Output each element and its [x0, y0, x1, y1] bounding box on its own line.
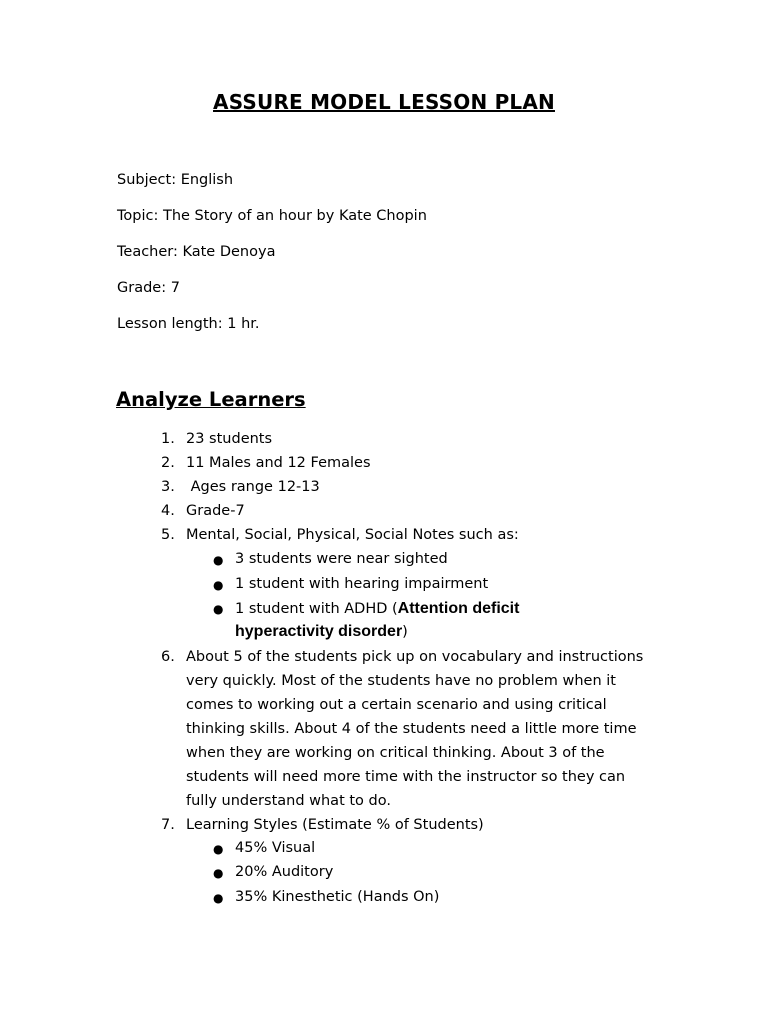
paragraph-line: thinking skills. About 4 of the students need a little more time [186, 721, 637, 737]
bullet-icon: ● [213, 602, 224, 616]
paragraph-line: About 5 of the students pick up on vocabulary and instructions [186, 649, 644, 665]
topic-line: Topic: The Story of an hour by Kate Chopin [117, 208, 427, 224]
bullet-icon: ● [213, 891, 224, 905]
list-number: 3. [161, 479, 175, 495]
list-text: Mental, Social, Physical, Social Notes such as: [186, 527, 519, 543]
bullet-icon: ● [213, 578, 224, 592]
paragraph-line: very quickly. Most of the students have no problem when it [186, 673, 616, 689]
list-number: 6. [161, 649, 175, 665]
list-number: 7. [161, 817, 175, 833]
paragraph-line: when they are working on critical thinking. About 3 of the [186, 745, 605, 761]
teacher-line: Teacher: Kate Denoya [117, 244, 276, 260]
subject-line: Subject: English [117, 172, 234, 188]
lesson-length-line: Lesson length: 1 hr. [117, 316, 260, 332]
paragraph-line: comes to working out a certain scenario and using critical [186, 697, 607, 713]
bullet-icon: ● [213, 553, 224, 567]
bullet-text: 1 student with hearing impairment [235, 576, 489, 592]
adhd-line-1 [235, 600, 519, 618]
bullet-icon: ● [213, 866, 224, 880]
bullet-text: 45% Visual [235, 840, 316, 856]
adhd-prefix: 1 student with ADHD ( [235, 601, 398, 617]
list-number: 4. [161, 503, 175, 519]
adhd-bold-2: hyperactivity disorder [235, 623, 403, 640]
bullet-text: 3 students were near sighted [235, 551, 448, 567]
analyze-learners-heading: Analyze Learners [116, 388, 306, 411]
list-text: Grade-7 [186, 503, 245, 519]
list-text: 23 students [186, 431, 273, 447]
list-number: 5. [161, 527, 175, 543]
list-number: 2. [161, 455, 175, 471]
document-title: ASSURE MODEL LESSON PLAN [213, 90, 555, 114]
bullet-text: 35% Kinesthetic (Hands On) [235, 889, 440, 905]
list-number: 1. [161, 431, 175, 447]
list-text: Learning Styles (Estimate % of Students) [186, 817, 484, 833]
adhd-suffix: ) [402, 624, 408, 640]
bullet-text: 20% Auditory [235, 864, 334, 880]
list-text: 11 Males and 12 Females [186, 455, 371, 471]
adhd-bold-1: Attention deficit [397, 600, 520, 617]
paragraph-line: students will need more time with the instructor so they can [186, 769, 626, 785]
paragraph-line: fully understand what to do. [186, 793, 391, 809]
grade-line: Grade: 7 [117, 280, 180, 296]
bullet-icon: ● [213, 842, 224, 856]
list-text: Ages range 12-13 [186, 479, 320, 495]
adhd-line-2 [235, 623, 408, 641]
